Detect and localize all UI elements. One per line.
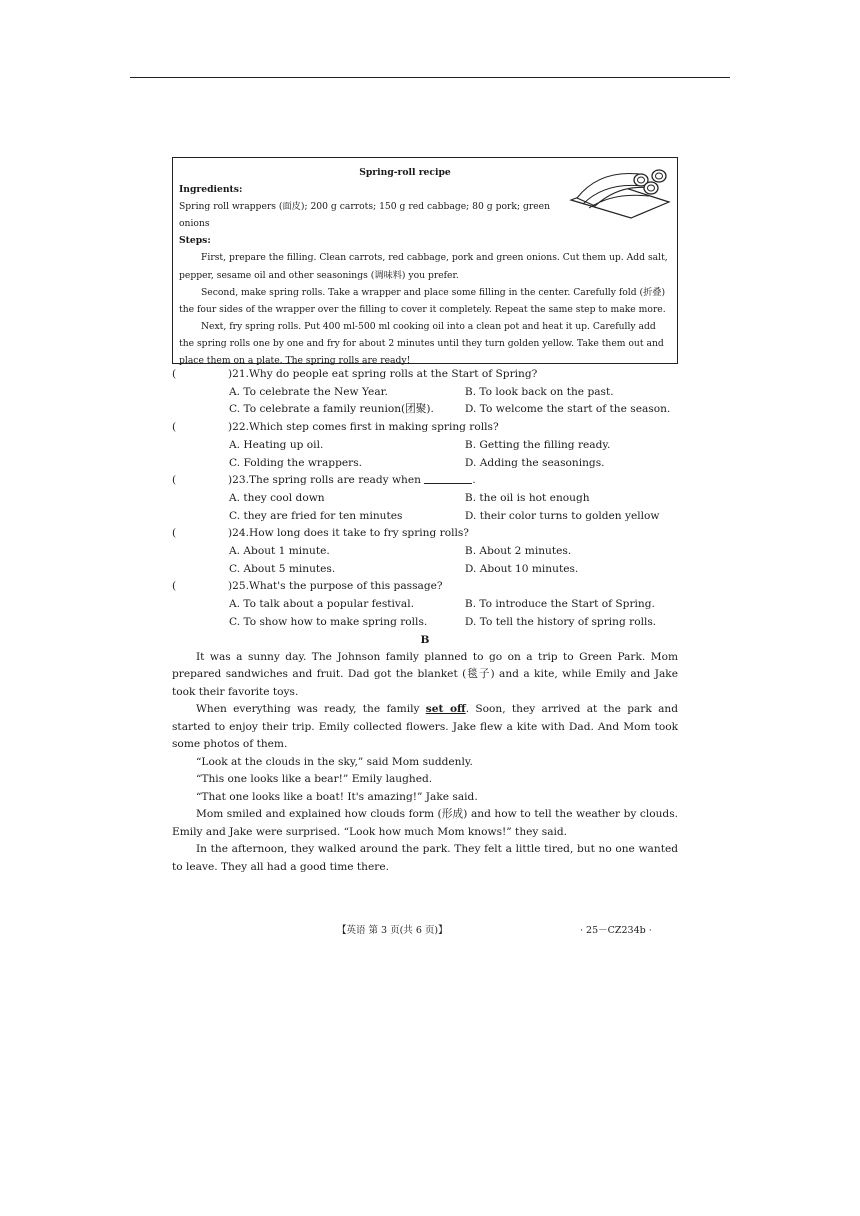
option-c: C. To show how to make spring rolls.: [229, 615, 428, 628]
question-text: Why do people eat spring rolls at the Start of Spring?: [248, 368, 538, 380]
option-c: C. they are fried for ten minutes: [229, 509, 403, 522]
option-a: A. To talk about a popular festival.: [229, 598, 414, 611]
ingredients-label: Ingredients:: [179, 184, 243, 196]
exam-page: [172, 157, 678, 876]
top-rule: [130, 77, 730, 78]
question-23: [172, 472, 678, 525]
passage-paragraph: “This one looks like a bear!” Emily laughed.: [196, 773, 433, 786]
option-d: D. To tell the history of spring rolls.: [464, 615, 657, 628]
question-number: )24.: [228, 527, 249, 540]
reading-passage: [172, 649, 678, 877]
question-21: [172, 366, 678, 419]
paragraph-text: When everything was ready, the family: [196, 703, 426, 716]
recipe-title: Spring-roll recipe: [359, 167, 451, 178]
option-d: D. About 10 minutes.: [464, 562, 579, 575]
passage-paragraph: In the afternoon, they walked around the park. They felt a little tired, but no one wanted to leave. They all had a good time there.: [172, 843, 678, 873]
question-number: )22.: [228, 421, 249, 434]
answer-paren: (: [172, 580, 177, 593]
question-24: [172, 525, 678, 578]
passage-paragraph: Mom smiled and explained how clouds form (形成) and how to tell the weather by clouds. Emily and Jake were surprised. “Look how much Mom knows!” they said.: [172, 808, 678, 838]
question-text-end: .: [472, 474, 476, 487]
ingredients-text: Spring roll wrappers (面皮); 200 g carrots; 150 g red cabbage; 80 g pork; green onions: [179, 201, 551, 230]
option-c: C. Folding the wrappers.: [229, 456, 363, 469]
option-c: C. About 5 minutes.: [229, 562, 336, 575]
question-number: )25.: [228, 580, 249, 593]
option-a: A. About 1 minute.: [229, 545, 330, 558]
recipe-step: Second, make spring rolls. Take a wrapper and place some filling in the center. Carefully fold (折叠) the four sides of the wrapper over the filling to cover it completely. Repeat the same step to make more.: [179, 286, 666, 315]
passage-paragraph: It was a sunny day. The Johnson family planned to go on a trip to Green Park. Mom prepared sandwiches and fruit. Dad got the blanket (毯子) and a kite, while Emily and Jake took their favorite toys.: [172, 650, 678, 698]
question-22: [172, 419, 678, 472]
option-a: A. Heating up oil.: [229, 438, 324, 451]
question-text: What's the purpose of this passage?: [248, 580, 443, 593]
option-d: D. Adding the seasonings.: [464, 456, 605, 469]
passage-paragraph: “Look at the clouds in the sky,” said Mom suddenly.: [196, 755, 473, 768]
option-a: A. they cool down: [229, 491, 325, 504]
answer-paren: (: [172, 474, 177, 487]
passage-paragraph: [172, 701, 678, 754]
option-a: A. To celebrate the New Year.: [229, 385, 388, 398]
recipe-step: Next, fry spring rolls. Put 400 ml-500 ml cooking oil into a clean pot and heat it up. Carefully add the spring rolls one by one and fry for about 2 minutes until they turn golden yellow. Take them out and place them on a plate. The spring rolls are ready!: [179, 320, 664, 367]
paragraph-text: . Soon, they arrived at the park and started to enjoy their trip. Emily collected flowers. Jake flew a kite with Dad. And Mom took some photos of them.: [172, 703, 678, 751]
answer-paren: (: [172, 368, 177, 380]
exam-code: · 25－CZ234b ·: [580, 925, 652, 936]
option-d: D. To welcome the start of the season.: [464, 403, 671, 416]
option-b: B. About 2 minutes.: [464, 545, 572, 558]
option-b: B. To introduce the Start of Spring.: [464, 598, 655, 611]
option-b: B. To look back on the past.: [464, 385, 614, 398]
question-text: How long does it take to fry spring rolls?: [248, 527, 469, 540]
option-b: B. the oil is hot enough: [464, 491, 590, 504]
question-text: The spring rolls are ready when: [248, 474, 421, 487]
page-number: 【英语 第 3 页(共 6 页)】: [337, 925, 448, 936]
questions-list: [172, 366, 678, 632]
question-number: )23.: [228, 474, 249, 487]
steps-label: Steps:: [179, 235, 211, 247]
spring-rolls-illustration: [569, 160, 671, 222]
question-text: Which step comes first in making spring rolls?: [248, 421, 499, 434]
question-25: [172, 578, 678, 631]
underlined-phrase: set off: [425, 703, 466, 716]
option-d: D. their color turns to golden yellow: [464, 509, 660, 522]
answer-paren: (: [172, 527, 177, 540]
answer-paren: (: [172, 421, 177, 434]
recipe-box: [172, 157, 678, 367]
section-heading: B: [420, 633, 430, 646]
question-number: )21.: [228, 368, 249, 380]
recipe-step: First, prepare the filling. Clean carrots, red cabbage, pork and green onions. Cut them up. Add salt, pepper, sesame oil and other seasonings (调味料) you prefer.: [179, 252, 668, 281]
option-b: B. Getting the filling ready.: [464, 438, 611, 451]
passage-paragraph: “That one looks like a boat! It's amazing!” Jake said.: [196, 790, 478, 803]
option-c: C. To celebrate a family reunion(团聚).: [229, 403, 434, 416]
fill-in-blank: [424, 472, 472, 484]
